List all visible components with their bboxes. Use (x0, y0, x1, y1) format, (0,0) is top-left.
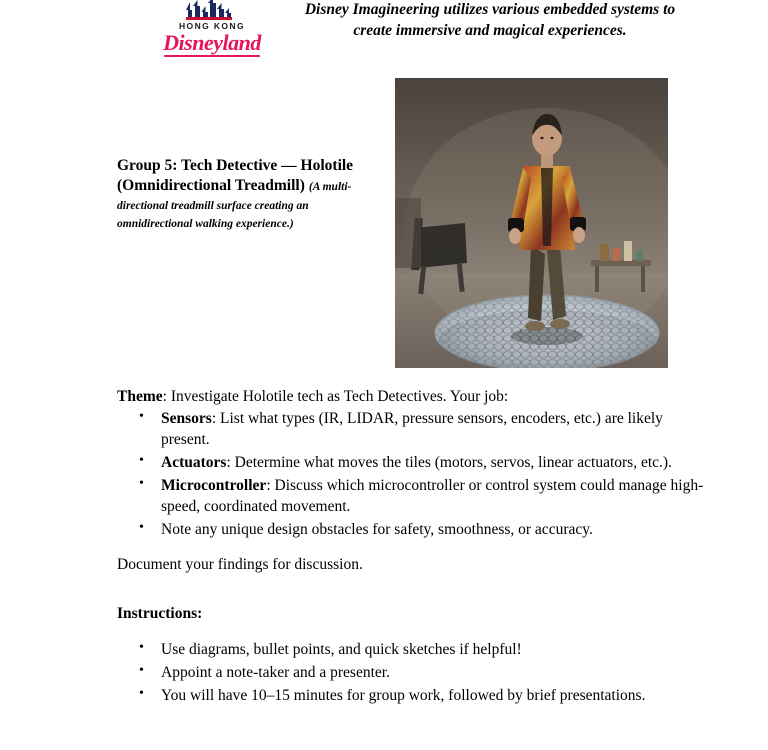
list-item: • Appoint a note-taker and a presenter. (157, 663, 708, 684)
list-item (157, 520, 708, 541)
task-label: Actuators (161, 454, 227, 472)
hero-text-block (0, 70, 377, 232)
hero-image-wrapper (395, 78, 668, 368)
task-text: : List what types (IR, LIDAR, pressure sensors, encoders, etc.) are likely present. (161, 410, 663, 449)
theme-text: : Investigate Holotile tech as Tech Detectives. Your job: (162, 388, 509, 405)
task-text: : Determine what moves the tiles (motors, servos, linear actuators, etc.). (226, 454, 672, 472)
theme-label: Theme (117, 388, 163, 405)
theme-line (117, 386, 708, 407)
hero-subtitle: (A multi-directional treadmill surface creating an omnidirectional walking experience.) (117, 180, 352, 230)
list-item (157, 409, 708, 451)
task-label: Microcontroller (161, 477, 267, 495)
tasks-list (117, 409, 708, 541)
hero-section (0, 60, 768, 368)
task-label: Sensors (161, 410, 212, 428)
list-item (157, 453, 708, 474)
castle-icon (162, 0, 262, 20)
hero-title: Group 5: Tech Detective — Holotile (Omnidirectional Treadmill) (117, 157, 354, 194)
disneyland-logo (122, 0, 302, 57)
list-item: • Use diagrams, bullet points, and quick sketches if helpful! (157, 640, 708, 661)
list-item: • You will have 10–15 minutes for group work, followed by brief presentations. (157, 686, 708, 707)
logo-underline (164, 55, 260, 57)
task-text: Note any unique design obstacles for safety, smoothness, or accuracy. (161, 520, 593, 538)
document-header (0, 0, 768, 60)
list-item (157, 476, 708, 518)
closing-line: Document your findings for discussion. (117, 555, 363, 573)
holotile-photo (395, 78, 668, 368)
instructions-heading: Instructions: (117, 605, 203, 623)
document-body (0, 368, 768, 707)
logo-wordmark: Disneyland (163, 30, 261, 55)
instructions-list (117, 640, 708, 707)
logo-park-name: HONG KONG (179, 21, 245, 31)
header-tagline: Disney Imagineering utilizes various embedded systems to create immersive and magical experiences. (304, 1, 676, 39)
task-text: : Discuss which microcontroller or control system could manage high-speed, coordinated movement. (161, 477, 704, 516)
